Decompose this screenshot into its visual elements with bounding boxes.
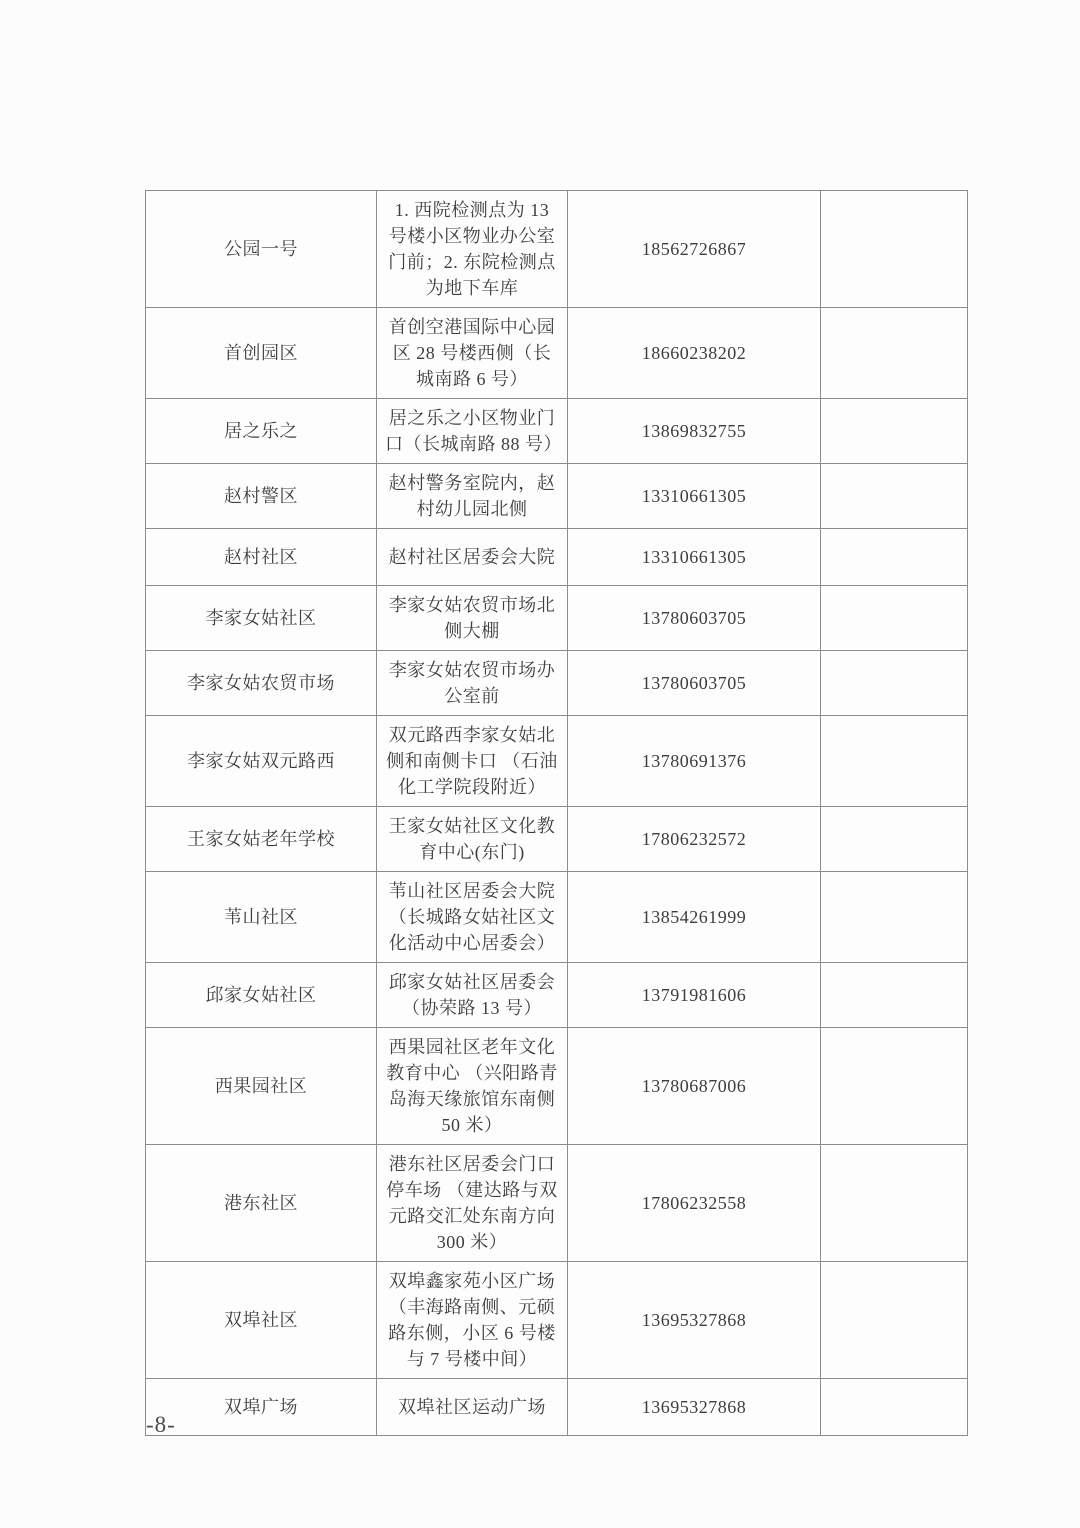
site-phone-cell: 13780691376 (568, 716, 821, 807)
site-name-cell: 居之乐之 (146, 399, 377, 464)
site-location-cell: 居之乐之小区物业门口（长城南路 88 号） (377, 399, 568, 464)
site-phone-cell: 13695327868 (568, 1379, 821, 1436)
empty-note-cell (821, 529, 968, 586)
site-location-cell: 港东社区居委会门口停车场 （建达路与双元路交汇处东南方向 300 米） (377, 1145, 568, 1262)
empty-note-cell (821, 191, 968, 308)
empty-note-cell (821, 807, 968, 872)
site-phone-cell: 17806232572 (568, 807, 821, 872)
site-phone-cell: 13791981606 (568, 963, 821, 1028)
site-phone-cell: 13780687006 (568, 1028, 821, 1145)
table-row (146, 1028, 968, 1145)
site-name-cell: 西果园社区 (146, 1028, 377, 1145)
empty-note-cell (821, 1145, 968, 1262)
site-phone-cell: 13869832755 (568, 399, 821, 464)
site-name-cell: 李家女姑社区 (146, 586, 377, 651)
site-location-cell: 首创空港国际中心园区 28 号楼西侧（长城南路 6 号） (377, 308, 568, 399)
empty-note-cell (821, 1028, 968, 1145)
empty-note-cell (821, 1262, 968, 1379)
table-row (146, 399, 968, 464)
site-location-cell: 王家女姑社区文化教育中心(东门) (377, 807, 568, 872)
table-row (146, 1145, 968, 1262)
empty-note-cell (821, 872, 968, 963)
site-name-cell: 双埠广场 (146, 1379, 377, 1436)
testing-sites-table (145, 190, 968, 1436)
empty-note-cell (821, 399, 968, 464)
table-row (146, 1379, 968, 1436)
site-location-cell: 双埠社区运动广场 (377, 1379, 568, 1436)
site-name-cell: 首创园区 (146, 308, 377, 399)
page-number: -8- (146, 1412, 176, 1437)
site-phone-cell: 13695327868 (568, 1262, 821, 1379)
empty-note-cell (821, 586, 968, 651)
site-name-cell: 双埠社区 (146, 1262, 377, 1379)
site-location-cell: 西果园社区老年文化教育中心 （兴阳路青岛海天缘旅馆东南侧 50 米） (377, 1028, 568, 1145)
empty-note-cell (821, 963, 968, 1028)
table-row (146, 716, 968, 807)
site-phone-cell: 18562726867 (568, 191, 821, 308)
empty-note-cell (821, 716, 968, 807)
empty-note-cell (821, 1379, 968, 1436)
table-row (146, 529, 968, 586)
empty-note-cell (821, 651, 968, 716)
table-row (146, 651, 968, 716)
site-name-cell: 邱家女姑社区 (146, 963, 377, 1028)
table-row (146, 308, 968, 399)
table-row (146, 872, 968, 963)
site-name-cell: 港东社区 (146, 1145, 377, 1262)
site-location-cell: 1. 西院检测点为 13 号楼小区物业办公室门前；2. 东院检测点为地下车库 (377, 191, 568, 308)
site-name-cell: 李家女姑农贸市场 (146, 651, 377, 716)
site-location-cell: 赵村警务室院内，赵村幼儿园北侧 (377, 464, 568, 529)
site-phone-cell: 13780603705 (568, 586, 821, 651)
site-location-cell: 苇山社区居委会大院（长城路女姑社区文化活动中心居委会） (377, 872, 568, 963)
table-row (146, 807, 968, 872)
table-row (146, 963, 968, 1028)
site-phone-cell: 13780603705 (568, 651, 821, 716)
site-name-cell: 公园一号 (146, 191, 377, 308)
site-name-cell: 王家女姑老年学校 (146, 807, 377, 872)
site-name-cell: 苇山社区 (146, 872, 377, 963)
site-location-cell: 赵村社区居委会大院 (377, 529, 568, 586)
table-row (146, 1262, 968, 1379)
site-location-cell: 双元路西李家女姑北侧和南侧卡口 （石油化工学院段附近） (377, 716, 568, 807)
site-phone-cell: 17806232558 (568, 1145, 821, 1262)
table-row (146, 464, 968, 529)
table-row (146, 191, 968, 308)
table-row (146, 586, 968, 651)
site-location-cell: 双埠鑫家苑小区广场（丰海路南侧、元硕路东侧，小区 6 号楼与 7 号楼中间） (377, 1262, 568, 1379)
site-name-cell: 赵村社区 (146, 529, 377, 586)
site-location-cell: 邱家女姑社区居委会（协荣路 13 号） (377, 963, 568, 1028)
empty-note-cell (821, 464, 968, 529)
site-phone-cell: 13854261999 (568, 872, 821, 963)
site-phone-cell: 13310661305 (568, 529, 821, 586)
site-location-cell: 李家女姑农贸市场办公室前 (377, 651, 568, 716)
site-name-cell: 李家女姑双元路西 (146, 716, 377, 807)
site-name-cell: 赵村警区 (146, 464, 377, 529)
testing-sites-table-body (146, 191, 968, 1436)
site-location-cell: 李家女姑农贸市场北侧大棚 (377, 586, 568, 651)
empty-note-cell (821, 308, 968, 399)
site-phone-cell: 13310661305 (568, 464, 821, 529)
site-phone-cell: 18660238202 (568, 308, 821, 399)
